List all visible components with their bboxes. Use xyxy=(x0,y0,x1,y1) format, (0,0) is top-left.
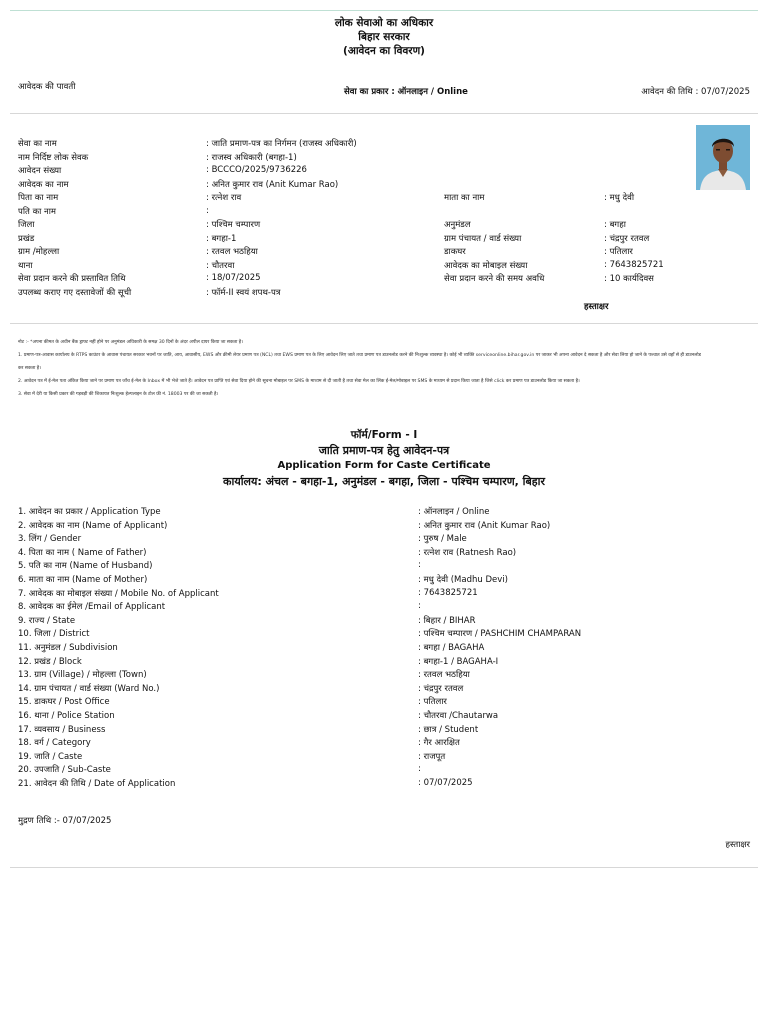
form-field-value: : xyxy=(418,601,421,612)
detail-label-2: अनुमंडल xyxy=(444,220,471,230)
applicant-details xyxy=(18,138,758,300)
form-row xyxy=(18,724,758,738)
detail-value: : 18/07/2025 xyxy=(206,273,261,283)
detail-row xyxy=(18,192,758,206)
detail-value: : BCCCO/2025/9736226 xyxy=(206,165,307,175)
form-field-value: : 07/07/2025 xyxy=(418,777,473,788)
form-field-value: : पतिलार xyxy=(418,697,447,708)
detail-row xyxy=(18,179,758,193)
detail-value: : राजस्व अधिकारी (बगहा-1) xyxy=(206,152,297,163)
detail-label: पिता का नाम xyxy=(18,193,59,203)
form-row xyxy=(18,574,758,588)
header-title: लोक सेवाओ का अधिकार xyxy=(334,17,434,29)
form-field-label: 12. प्रखंड / Block xyxy=(18,656,82,667)
form-field-label: 21. आवेदन की तिथि / Date of Application xyxy=(18,778,176,789)
form-title-english: Application Form for Caste Certificate xyxy=(277,460,491,471)
form-field-value: : xyxy=(418,764,421,775)
form-field-value: : गैर आरक्षित xyxy=(418,738,460,749)
detail-row xyxy=(18,260,758,274)
detail-label-2: माता का नाम xyxy=(444,193,485,203)
form-field-label: 14. ग्राम पंचायत / वार्ड संख्या (Ward No.) xyxy=(18,683,160,694)
top-divider xyxy=(10,10,758,11)
form-field-label: 1. आवेदन का प्रकार / Application Type xyxy=(18,507,161,517)
detail-value-2: : बगहा xyxy=(604,220,626,230)
notes-divider xyxy=(10,323,758,324)
detail-label: पति का नाम xyxy=(18,206,57,217)
service-type: सेवा का प्रकार : ऑनलाइन / Online xyxy=(344,87,468,97)
form-field-value: : 7643825721 xyxy=(418,587,478,598)
form-field-value: : अनित कुमार राव (Anit Kumar Rao) xyxy=(418,520,551,531)
detail-value-2: : 7643825721 xyxy=(604,259,664,270)
detail-value-2: : चंद्रपुर रतवल xyxy=(604,233,650,244)
form-field-value: : बिहार / BIHAR xyxy=(418,615,476,626)
form-field-label: 19. जाति / Caste xyxy=(18,751,83,762)
detail-label-2: ग्राम पंचायत / वार्ड संख्या xyxy=(444,233,522,244)
form-field-label: 16. थाना / Police Station xyxy=(18,710,115,721)
detail-value: : रतवल भठहिया xyxy=(206,247,258,257)
detail-value: : फॉर्म-II स्वयं शपथ-पत्र xyxy=(206,287,281,298)
bottom-divider xyxy=(10,867,758,868)
form-row xyxy=(18,615,758,629)
form-row xyxy=(18,520,758,534)
form-row xyxy=(18,601,758,615)
detail-label: सेवा प्रदान करने की प्रस्तावित तिथि xyxy=(18,274,126,284)
form-row xyxy=(18,628,758,642)
form-field-label: 9. राज्य / State xyxy=(18,615,76,626)
header-government: बिहार सरकार xyxy=(358,31,410,43)
form-field-value: : xyxy=(418,560,421,571)
form-field-label: 2. आवेदक का नाम (Name of Applicant) xyxy=(18,520,168,531)
form-row xyxy=(18,669,758,683)
form-field-value: : मधु देवी (Madhu Devi) xyxy=(418,574,508,585)
form-field-value: : पुरुष / Male xyxy=(418,534,467,545)
form-office: कार्यालय: अंचल - बगहा-1, अनुमंडल - बगहा, जिला - पश्चिम चम्पारण, बिहार xyxy=(223,475,545,488)
detail-value: : पश्चिम चम्पारण xyxy=(206,220,261,230)
detail-value: : जाति प्रमाण-पत्र का निर्गमन (राजस्व अधिकारी) xyxy=(206,139,357,149)
form-field-label: 4. पिता का नाम ( Name of Father) xyxy=(18,547,147,558)
form-title-hindi: जाति प्रमाण-पत्र हेतु आवेदन-पत्र xyxy=(318,444,450,457)
form-row xyxy=(18,506,758,520)
detail-value-2: : मधु देवी xyxy=(604,193,635,203)
form-row xyxy=(18,778,758,792)
form-field-value: : राजपूत xyxy=(418,751,446,762)
form-row xyxy=(18,710,758,724)
note-line: 2. आवेदन पत्र में ई-मेल पता अंकित किया जाने पर प्रमाण पत्र जाँच ई-मेल के Inbox में भी भेजे जाते हैं। आवेदन पत्र प्राप्ति एवं सेवा दिया होने की सूचना मोबाइल पर SMS के माध्यम से दी जाती है तथा सेवा मेल का लिंक ई-मेल/मोबाइल पर SMS के माध्यम से प्रदान किया जाता है जिसे click कर प्रमाण पत्र डाउनलोड किया जा सकता है। xyxy=(18,379,580,384)
detail-label: उपलब्ध कराए गए दस्तावेजों की सूची xyxy=(18,287,132,298)
detail-row xyxy=(18,206,758,220)
detail-value-2: : पतिलार xyxy=(604,247,633,257)
note-line: 3. सेवा में देरी या किसी प्रकार की गड़बड़ी की शिकायत निःशुल्क हेल्पलाइन के टोल फ्री नं. 18003 पर की जा सकती है। xyxy=(18,392,219,397)
header-subtitle: (आवेदन का विवरण) xyxy=(343,45,425,57)
form-field-label: 20. उपजाति / Sub-Caste xyxy=(18,765,111,776)
form-row xyxy=(18,560,758,574)
form-row xyxy=(18,737,758,751)
form-row xyxy=(18,696,758,710)
form-title: फॉर्म/Form - I xyxy=(350,429,418,441)
detail-value: : चौतरवा xyxy=(206,260,235,271)
form-field-label: 10. जिला / District xyxy=(18,629,90,640)
form-field-label: 13. ग्राम (Village) / मोहल्ला (Town) xyxy=(18,670,147,681)
detail-row xyxy=(18,246,758,260)
form-row xyxy=(18,533,758,547)
form-field-label: 8. आवेदक का ईमेल /Email of Applicant xyxy=(18,602,166,613)
detail-value: : रत्नेश राव xyxy=(206,193,242,203)
section-divider xyxy=(10,113,758,114)
form-row xyxy=(18,547,758,561)
detail-value: : अनित कुमार राव (Anit Kumar Rao) xyxy=(206,179,339,190)
form-field-label: 7. आवेदक का मोबाइल संख्या / Mobile No. of Applicant xyxy=(18,588,219,599)
detail-row xyxy=(18,165,758,179)
form-field-label: 3. लिंग / Gender xyxy=(18,534,82,545)
notes-section xyxy=(18,336,750,401)
receipt-label: आवेदक की पावती xyxy=(18,82,76,92)
form-signature-label: हस्ताक्षर xyxy=(725,840,750,850)
detail-value: : बगहा-1 xyxy=(206,233,237,244)
form-field-label: 17. व्यवसाय / Business xyxy=(18,724,106,735)
detail-row xyxy=(18,287,758,301)
form-row xyxy=(18,751,758,765)
detail-label-2: डाकघर xyxy=(444,247,466,257)
form-field-value: : छात्र / Student xyxy=(418,724,479,735)
form-field-value: : चौतरवा /Chautarwa xyxy=(418,710,499,721)
detail-label: सेवा का नाम xyxy=(18,139,57,149)
form-fields xyxy=(18,506,758,791)
form-field-value: : रतवल भठहिया xyxy=(418,670,470,681)
note-line: 1. प्रमाण-पत्र-आवास कार्यालय के RTPS काउंटर के आवास पंचायत सरकार भवनों पर जाति, आय, आवासीय, EWS और क्रीमी लेयर प्रमाण पत्र (NCL) तथा EWS प्रमाण पत्र के लिए आवेदन लिए जाते तथा प्रमाण पत्र डाउनलोड करने की निःशुल्क व्यवस्था है। कोई भी व्यक्ति serviceonline.bihar.gov.in पर जाकर भी अपना आवेदन दे सकता है और सेवा लिया हो जाने के पश्चात उसे वहाँ से ही डाउनलोड xyxy=(18,353,701,358)
form-field-label: 15. डाकघर / Post Office xyxy=(18,697,110,708)
form-field-value: : बगहा / BAGAHA xyxy=(418,642,485,653)
detail-row xyxy=(18,152,758,166)
detail-label: नाम निर्दिष्ट लोक सेवक xyxy=(18,152,89,163)
form-field-label: 11. अनुमंडल / Subdivision xyxy=(18,642,118,653)
detail-label: ग्राम /मोहल्ला xyxy=(18,247,60,257)
detail-label-2: आवेदक का मोबाइल संख्या xyxy=(444,260,528,271)
form-row xyxy=(18,642,758,656)
detail-label: आवेदक का नाम xyxy=(18,179,69,190)
detail-value-2: : 10 कार्यदिवस xyxy=(604,274,654,284)
detail-label: जिला xyxy=(18,220,35,230)
detail-value: : xyxy=(206,205,209,216)
form-field-value: : ऑनलाइन / Online xyxy=(418,507,490,517)
detail-row xyxy=(18,219,758,233)
detail-label: आवेदन संख्या xyxy=(18,166,62,176)
detail-label-2: सेवा प्रदान करने की समय अवधि xyxy=(444,274,545,284)
detail-row xyxy=(18,273,758,287)
form-field-value: : बगहा-1 / BAGAHA-I xyxy=(418,656,499,667)
form-row xyxy=(18,764,758,778)
form-field-label: 5. पति का नाम (Name of Husband) xyxy=(18,561,153,572)
form-field-value: : चंद्रपुर रतवल xyxy=(418,683,464,694)
form-row xyxy=(18,683,758,697)
application-date: आवेदन की तिथि : 07/07/2025 xyxy=(641,87,750,97)
form-row xyxy=(18,656,758,670)
form-field-label: 18. वर्ग / Category xyxy=(18,738,91,749)
detail-row xyxy=(18,233,758,247)
note-line: कर सकता है। xyxy=(18,366,41,371)
applicant-signature-label: हस्ताक्षर xyxy=(584,302,609,312)
form-field-value: : रत्नेश राव (Ratnesh Rao) xyxy=(418,547,517,558)
form-field-value: : पश्चिम चम्पारण / PASHCHIM CHAMPARAN xyxy=(418,629,582,640)
form-field-label: 6. माता का नाम (Name of Mother) xyxy=(18,574,148,585)
detail-label: थाना xyxy=(18,260,33,271)
form-row xyxy=(18,588,758,602)
detail-label: प्रखंड xyxy=(18,233,35,244)
print-date: मुद्रण तिथि :- 07/07/2025 xyxy=(18,816,112,826)
detail-row xyxy=(18,138,758,152)
note-line: नोट :- *अपना कीमत के अधीन बैंक ड्राफ्ट नहीं होने पर अनुमंडल अधिकारी के समक्ष 30 दिनों के अंदर अपील दायर किया जा सकता है। xyxy=(18,340,243,345)
